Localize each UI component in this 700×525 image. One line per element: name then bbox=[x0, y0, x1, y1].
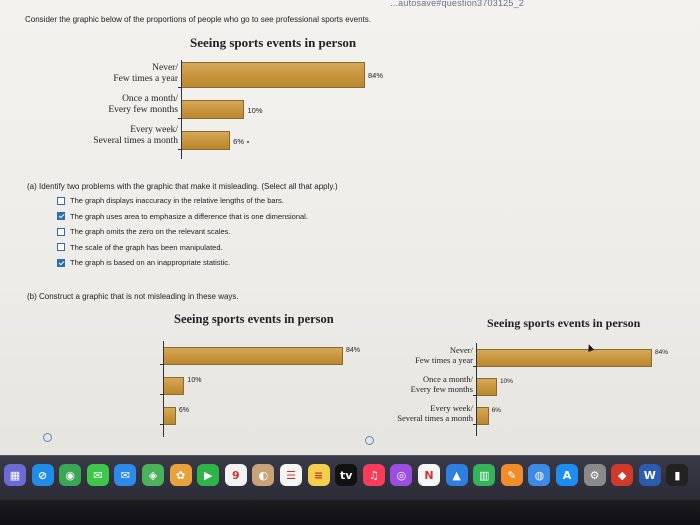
category-label-line1: Every week/ bbox=[130, 125, 178, 135]
answer-option-text: The graph uses area to emphasize a difference that is one dimensional. bbox=[70, 211, 308, 221]
category-label-line1: Once a month/ bbox=[422, 374, 473, 384]
answer-radio-right[interactable] bbox=[365, 436, 374, 445]
screen-bezel bbox=[0, 500, 700, 525]
notes-icon[interactable]: ≡ bbox=[308, 464, 330, 486]
news-icon[interactable]: N bbox=[418, 464, 440, 486]
facetime-icon[interactable]: ▶ bbox=[197, 464, 219, 486]
question-intro: Consider the graphic below of the proportions of people who go to see professional sports events. bbox=[25, 15, 371, 24]
bar-value-label: 10% bbox=[247, 105, 263, 115]
category-label-line1: Once a month/ bbox=[122, 94, 178, 104]
category-label-line2: Few times a year bbox=[113, 73, 178, 84]
url-fragment: ...autosave#question3703125_2 bbox=[390, 0, 524, 8]
bar-value-label: 6% bbox=[178, 407, 189, 414]
bar bbox=[476, 378, 497, 396]
numbers-icon[interactable]: ▥ bbox=[473, 464, 495, 486]
bar-value-label: 10% bbox=[187, 377, 202, 384]
category-label-line1: Never/ bbox=[152, 63, 178, 73]
messages-icon[interactable]: ✉ bbox=[87, 464, 109, 486]
category-label-line1: Never/ bbox=[449, 345, 473, 355]
answer-radio-left[interactable] bbox=[43, 433, 52, 442]
answer-option-text: The scale of the graph has been manipulated. bbox=[70, 242, 223, 252]
answer-option-text: The graph is based on an inappropriate statistic. bbox=[70, 258, 231, 267]
finder-icon[interactable]: ▮ bbox=[666, 464, 688, 486]
category-label-line2: Several times a month bbox=[93, 135, 178, 146]
part-b-prompt: (b) Construct a graphic that is not misleading in these ways. bbox=[27, 292, 239, 301]
category-label-line1: Every week/ bbox=[430, 403, 473, 413]
chrome-icon[interactable]: ◉ bbox=[59, 464, 81, 486]
bar-value-label: 84% bbox=[368, 70, 384, 80]
appletv-icon[interactable]: tv bbox=[335, 464, 357, 486]
bar-value-label: 6% bbox=[233, 136, 245, 146]
category-label bbox=[397, 404, 473, 424]
chart-title: Seeing sports events in person bbox=[190, 35, 357, 50]
podcasts-icon[interactable]: ◎ bbox=[390, 464, 412, 486]
chrome2-icon[interactable]: ◍ bbox=[528, 464, 550, 486]
appstore-icon[interactable]: A bbox=[556, 464, 578, 486]
macos-dock bbox=[0, 455, 700, 501]
mail-icon[interactable]: ✉ bbox=[114, 464, 136, 486]
contacts-icon[interactable]: ◐ bbox=[252, 464, 274, 486]
keynote-icon[interactable]: ▲ bbox=[446, 464, 468, 486]
category-label bbox=[411, 375, 473, 395]
category-label-line2: Several times a month bbox=[397, 412, 473, 423]
office-icon[interactable]: ◆ bbox=[611, 464, 633, 486]
maps-icon[interactable]: ◈ bbox=[142, 464, 164, 486]
bar bbox=[476, 349, 652, 367]
launchpad-icon[interactable]: ▦ bbox=[4, 464, 26, 486]
bar-value-label: 6% bbox=[491, 407, 501, 414]
chart-title: Seeing sports events in person bbox=[174, 312, 334, 326]
category-label-line2: Every few months bbox=[108, 104, 178, 115]
answer-option-text: The graph omits the zero on the relevant scales. bbox=[70, 227, 231, 236]
category-label bbox=[415, 346, 473, 366]
word-icon[interactable]: W bbox=[639, 464, 661, 486]
pages-icon[interactable]: ✎ bbox=[501, 464, 523, 486]
bar-value-label: 84% bbox=[346, 347, 361, 354]
safari-icon[interactable]: ⊘ bbox=[32, 464, 54, 486]
part-a-prompt: (a) Identify two problems with the graphic that make it misleading. (Select all that apply.) bbox=[27, 182, 338, 191]
photos-icon[interactable]: ✿ bbox=[170, 464, 192, 486]
reminders-icon[interactable]: ☰ bbox=[280, 464, 302, 486]
axis-line bbox=[476, 343, 477, 436]
bar-value-label: 10% bbox=[499, 378, 513, 385]
category-label-line2: Few times a year bbox=[415, 354, 473, 365]
settings-icon[interactable]: ⚙ bbox=[584, 464, 606, 486]
calendar-icon[interactable]: 9 bbox=[225, 464, 247, 486]
bar bbox=[476, 407, 489, 425]
answer-option-text: The graph displays inaccuracy in the relative lengths of the bars. bbox=[70, 196, 284, 205]
music-icon[interactable]: ♫ bbox=[363, 464, 385, 486]
bar-value-label: 84% bbox=[655, 349, 669, 356]
chart-title: Seeing sports events in person bbox=[487, 316, 641, 330]
category-label-line2: Every few months bbox=[410, 383, 473, 394]
